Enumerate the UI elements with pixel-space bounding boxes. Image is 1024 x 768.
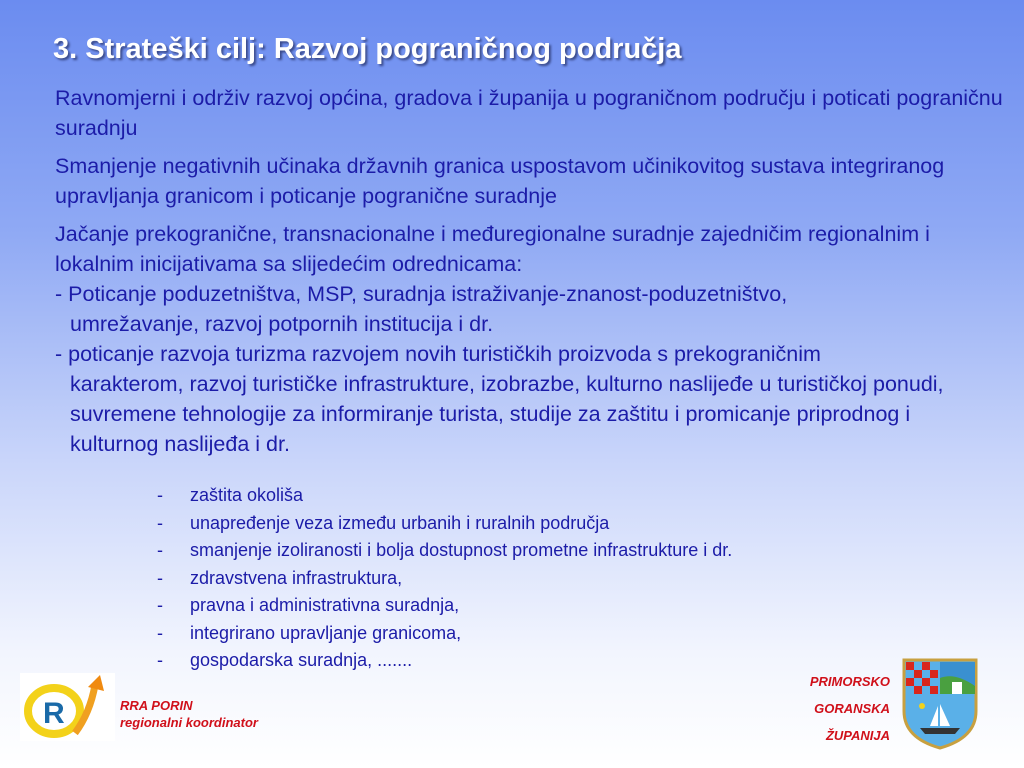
dash: - bbox=[157, 512, 163, 533]
bullet-text: poticanje razvoja turizma razvojem novih turističkih proizvoda s prekograničnim bbox=[68, 342, 821, 366]
bullet-text-cont: umrežavanje, razvoj potpornih institucija i dr. bbox=[70, 312, 494, 336]
sub-bullet bbox=[157, 537, 732, 565]
paragraph: Ravnomjerni i održiv razvoj općina, gradova i županija u pograničnom području i poticati pograničnu suradnju bbox=[55, 86, 1003, 140]
dash: - bbox=[157, 540, 163, 560]
dash: - bbox=[157, 595, 163, 615]
bullet-text-cont: karakterom, razvoj turističke infrastrukture, izobrazbe, kulturno naslijeđe u turističkoj ponudi, suvremene tehnologije za informiranje turista, studije za zaštitu i promicanje priprodnog i kulturnog naslijeđa i dr. bbox=[70, 372, 944, 456]
rra-name: RRA PORIN bbox=[120, 698, 193, 713]
slide-body bbox=[55, 83, 1005, 459]
sub-bullet-text: zaštita okoliša bbox=[190, 485, 304, 505]
county-name bbox=[810, 668, 890, 749]
rra-role: regionalni koordinator bbox=[120, 715, 258, 730]
sub-bullet-text: gospodarska suradnja, ....... bbox=[190, 650, 413, 670]
sub-bullet bbox=[157, 647, 732, 675]
bullet-item bbox=[55, 279, 1005, 339]
dash: - bbox=[157, 485, 163, 505]
paragraph: Jačanje prekogranične, transnacionalne i međuregionalne suradnje zajedničim regionalnim i lokalnim inicijativama sa slijedećim odrednicama: bbox=[55, 222, 930, 276]
county-line: PRIMORSKO bbox=[809, 674, 890, 689]
county-line: ŽUPANIJA bbox=[825, 728, 890, 743]
sub-bullet bbox=[157, 620, 732, 648]
rra-porin-logo bbox=[20, 673, 115, 741]
sub-bullet bbox=[157, 482, 732, 510]
bullet-dash: - bbox=[55, 342, 69, 366]
sub-bullet-text: zdravstvena infrastruktura, bbox=[190, 567, 403, 588]
slide-title: 3. Strateški cilj: Razvoj pograničnog područja bbox=[53, 33, 682, 65]
sub-bullet-text: smanjenje izoliranosti i bolja dostupnost prometne infrastrukture i dr. bbox=[190, 540, 733, 560]
bullet-item bbox=[55, 339, 975, 459]
sub-bullet bbox=[157, 565, 732, 593]
sub-bullet bbox=[157, 592, 732, 620]
sub-bullet-list bbox=[157, 482, 732, 675]
dash: - bbox=[157, 650, 163, 670]
dash: - bbox=[157, 622, 163, 643]
coat-of-arms-icon bbox=[900, 656, 980, 751]
dash: - bbox=[157, 567, 163, 588]
sub-bullet bbox=[157, 510, 732, 538]
bullet-text: Poticanje poduzetništva, MSP, suradnja istraživanje-znanost-poduzetništvo, bbox=[68, 282, 788, 306]
sub-bullet-text: unapređenje veza između urbanih i ruralnih područja bbox=[190, 512, 610, 533]
rra-caption bbox=[120, 697, 258, 731]
sub-bullet-text: integrirano upravljanje granicoma, bbox=[190, 622, 462, 643]
bullet-dash: - bbox=[55, 282, 69, 306]
sub-bullet-text: pravna i administrativna suradnja, bbox=[190, 595, 460, 615]
logo-letter: R bbox=[43, 697, 65, 730]
paragraph: Smanjenje negativnih učinaka državnih granica uspostavom učinikovitog sustava integriranog upravljanja granicom i poticanje pogranične suradnje bbox=[55, 154, 945, 208]
county-line: GORANSKA bbox=[814, 701, 890, 716]
